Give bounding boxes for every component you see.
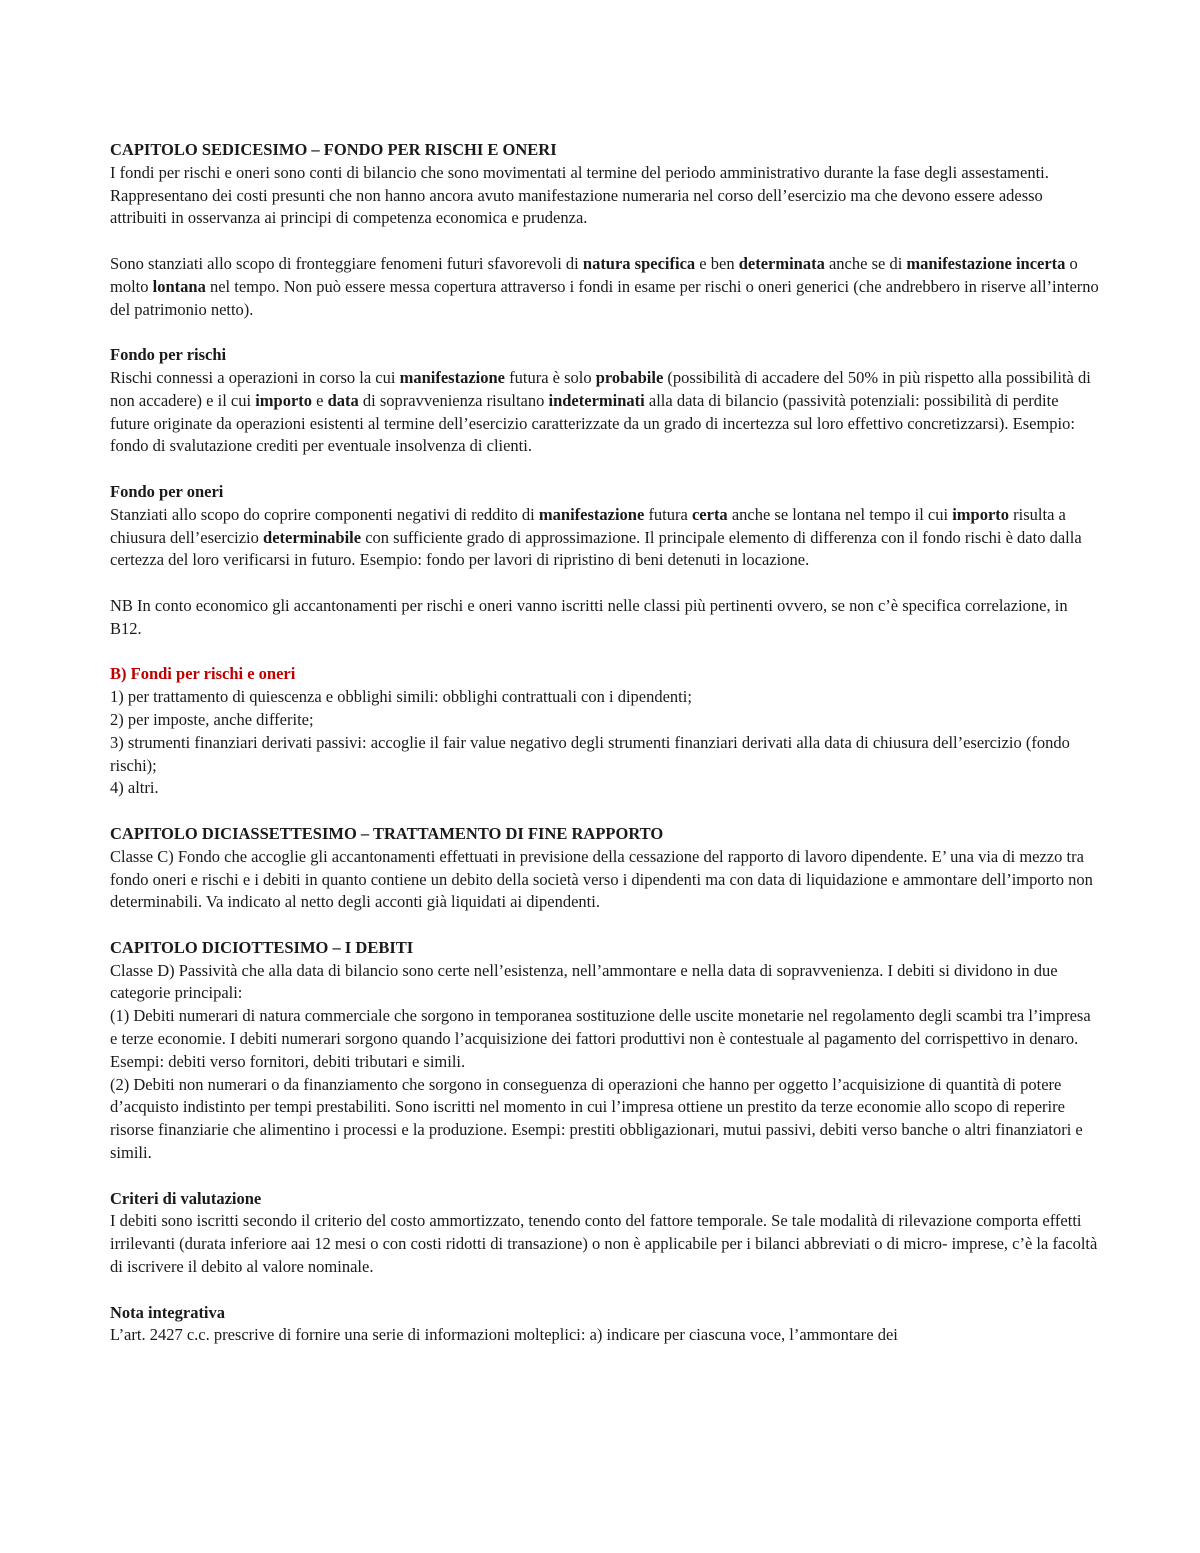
chapter-18-heading: CAPITOLO DICIOTTESIMO – I DEBITI: [110, 937, 414, 957]
class-b-item-4: 4) altri.: [110, 778, 159, 798]
chapter-17-text: Classe C) Fondo che accoglie gli accantonamenti effettuati in previsione della cessazione del rapporto di lavoro dipendente. E’ una via di mezzo tra fondo oneri e rischi e i debiti in quanto contiene un debito della società verso i dipendenti ma con data di liquidazione e ammontare dell’importo non determinabili. Va indicato al netto degli acconti già liquidati ai dipendenti.: [110, 846, 1093, 912]
class-b-heading: B) Fondi per rischi e oneri: [110, 664, 296, 684]
document-page: [110, 139, 1100, 1347]
fondo-oneri-heading: Fondo per oneri: [110, 481, 224, 501]
nota-integrativa-text: L’art. 2427 c.c. prescrive di fornire una serie di informazioni molteplici: a) indicare per ciascuna voce, l’ammontare dei: [110, 1325, 898, 1345]
class-b-item-1: 1) per trattamento di quiescenza e obblighi simili: obblighi contrattuali con i dipendenti;: [110, 687, 692, 707]
chapter-16-intro: I fondi per rischi e oneri sono conti di bilancio che sono movimentati al termine del periodo amministrativo durante la fase degli assestamenti. Rappresentano dei costi presunti che non hanno ancora avuto manifestazione numeraria nel corso dell’esercizio ma che devono essere adesso attribuiti in osservanza ai principi di competenza economica e prudenza.: [110, 162, 1049, 228]
chapter-16-paragraph-2: Sono stanziati allo scopo di fronteggiare fenomeni futuri sfavorevoli di natura specifica e ben determinata anche se di manifestazione incerta o molto lontana nel tempo. Non può essere messa copertura attraverso i fondi in esame per rischi o oneri generici (che andrebbero in riserve all’interno del patrimonio netto).: [110, 253, 1099, 319]
nota-integrativa-heading: Nota integrativa: [110, 1302, 226, 1322]
chapter-18-intro: Classe D) Passività che alla data di bilancio sono certe nell’esistenza, nell’ammontare e nella data di sopravvenienza. I debiti si dividono in due categorie principali:: [110, 960, 1058, 1003]
chapter-16-heading: CAPITOLO SEDICESIMO – FONDO PER RISCHI E ONERI: [110, 140, 557, 159]
fondo-oneri-text: Stanziati allo scopo do coprire componenti negativi di reddito di manifestazione futura certa anche se lontana nel tempo il cui importo risulta a chiusura dell’esercizio determinabile con sufficiente grado di approssimazione. Il principale elemento di differenza con il fondo rischi è dato dalla certezza del loro verificarsi in futuro. Esempio: fondo per lavori di ripristino di beni detenuti in locazione.: [110, 504, 1082, 570]
criteri-valutazione-text: I debiti sono iscritti secondo il criterio del costo ammortizzato, tenendo conto del fattore temporale. Se tale modalità di rilevazione comporta effetti irrilevanti (durata inferiore aai 12 mesi o con costi ridotti di transazione) o non è applicabile per i bilanci abbreviati o di micro- imprese, c’è la facoltà di iscrivere il debito al valore nominale.: [110, 1211, 1098, 1277]
class-b-item-3: 3) strumenti finanziari derivati passivi: accoglie il fair value negativo degli strumenti finanziari derivati alla data di chiusura dell’esercizio (fondo rischi);: [110, 732, 1070, 775]
nb-note: NB In conto economico gli accantonamenti per rischi e oneri vanno iscritti nelle classi più pertinenti ovvero, se non c’è specifica correlazione, in B12.: [110, 595, 1068, 638]
chapter-17-heading: CAPITOLO DICIASSETTESIMO – TRATTAMENTO DI FINE RAPPORTO: [110, 823, 664, 843]
fondo-rischi-text: Rischi connessi a operazioni in corso la cui manifestazione futura è solo probabile (possibilità di accadere del 50% in più rispetto alla possibilità di non accadere) e il cui importo e data di sopravvenienza risultano indeterminati alla data di bilancio (passività potenziali: possibilità di perdite future originate da operazioni esistenti al termine dell’esercizio caratterizzate da un grado di incertezza sul loro effettivo concretizzarsi). Esempio: fondo di svalutazione crediti per eventuale insolvenza di clienti.: [110, 367, 1091, 456]
debiti-numerari-text: (1) Debiti numerari di natura commerciale che sorgono in temporanea sostituzione delle uscite monetarie nel regolamento degli scambi tra l’impresa e terze economie. I debiti numerari sorgono quando l’acquisizione dei fattori produttivi non è contestuale al pagamento del corrispettivo in denaro. Esempi: debiti verso fornitori, debiti tributari e simili.: [110, 1006, 1091, 1071]
class-b-item-2: 2) per imposte, anche differite;: [110, 709, 314, 729]
fondo-rischi-heading: Fondo per rischi: [110, 345, 227, 365]
criteri-valutazione-heading: Criteri di valutazione: [110, 1188, 262, 1208]
debiti-non-numerari-text: (2) Debiti non numerari o da finanziamento che sorgono in conseguenza di operazioni che hanno per oggetto l’acquisizione di quantità di potere d’acquisto indistinto per tempi prestabiliti. Sono iscritti nel momento in cui l’impresa ottiene un prestito da terze economie allo scopo di reperire risorse finanziarie che alimentino i processi e la produzione. Esempi: prestiti obbligazionari, mutui passivi, debiti verso banche o altri finanziatori e simili.: [110, 1074, 1083, 1163]
